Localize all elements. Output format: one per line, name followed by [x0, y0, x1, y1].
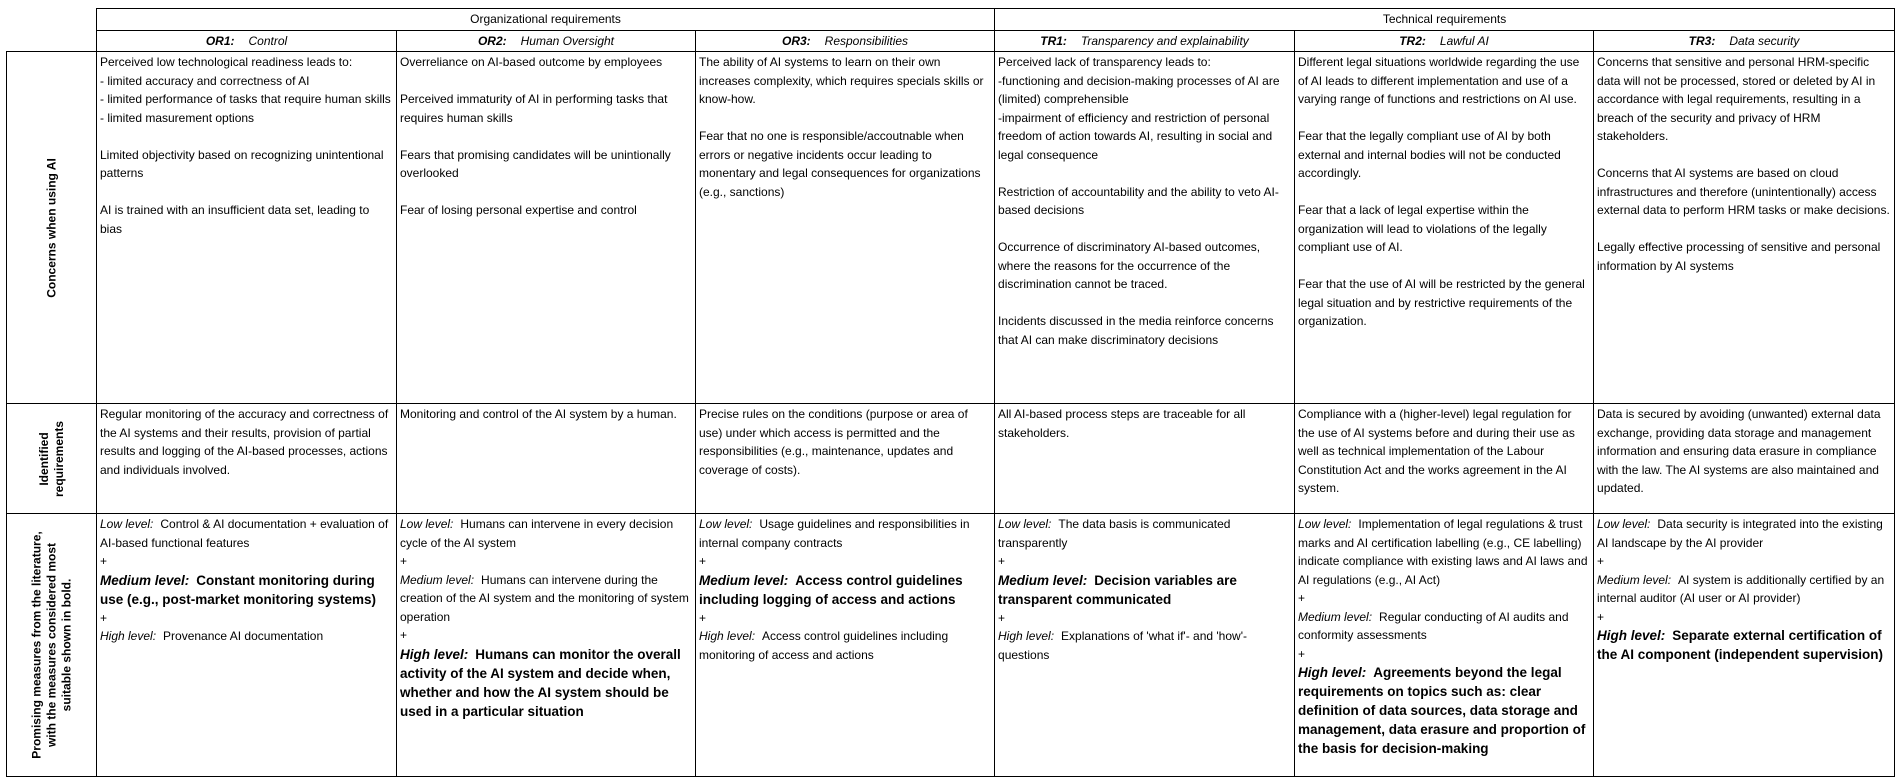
low-level-measure [998, 515, 1291, 552]
column-name: Lawful AI [1439, 33, 1489, 48]
level-label: Low level: [699, 517, 753, 531]
concerns-tr1-cell [995, 52, 1295, 404]
text-paragraph: The ability of AI systems to learn on their own increases complexity, which requires specials skills or know-how. [699, 55, 984, 106]
level-label: Low level: [400, 517, 454, 531]
measure-text: Humans can intervene in every decision cycle of the AI system [400, 517, 674, 550]
text-paragraph: Overreliance on AI-based outcome by employees [400, 55, 663, 69]
concerns-tr3-cell [1594, 52, 1895, 404]
list-item: - limited performance of tasks that require human skills [100, 92, 391, 106]
level-label: Low level: [100, 517, 154, 531]
measure-text: Regular conducting of AI audits and conformity assessments [1298, 609, 1569, 642]
level-label: High level: [100, 629, 157, 643]
identified-requirements-row [7, 404, 1895, 514]
column-code: OR2: [477, 33, 507, 48]
measure-text: The data basis is communicated transparently [998, 517, 1231, 550]
level-label: High level: [699, 629, 756, 643]
text-paragraph: Incidents discussed in the media reinforce concerns that AI can make discriminatory decisions [998, 314, 1274, 347]
medium-level-measure [100, 571, 393, 609]
measures-or3-cell [696, 514, 995, 777]
measure-text: Access control guidelines including logging of access and actions [699, 572, 963, 607]
measure-text: Separate external certification of the AI component (independent supervision) [1597, 628, 1884, 662]
text-paragraph: Fear that the legally compliant use of AI by both external and internal bodies will not be conducted accordingly. [1298, 129, 1561, 180]
identified-row-header [7, 404, 97, 514]
requirements-table [6, 8, 1895, 777]
column-code: TR2: [1399, 33, 1426, 48]
plus-separator: + [699, 610, 707, 625]
text-paragraph: Limited objectivity based on recognizing unintentional patterns [100, 147, 384, 180]
identified-row-label: Identified requirements [36, 420, 66, 497]
identified-tr3-cell: Data is secured by avoiding (unwanted) external data exchange, providing data storage and management information and ensuring data erasure in compliance with the law. The AI systems are also maintained and updated. [1594, 404, 1895, 514]
list-item: -functioning and decision-making processes of AI are (limited) comprehensible [998, 73, 1280, 106]
measures-or1-cell [97, 514, 397, 777]
level-label: Medium level: [998, 572, 1088, 588]
concerns-row [7, 52, 1895, 404]
level-label: Low level: [1298, 517, 1352, 531]
promising-measures-row [7, 514, 1895, 777]
measures-tr1-cell [995, 514, 1295, 777]
measure-text: Control & AI documentation + evaluation of AI-based functional features [100, 517, 389, 550]
low-level-measure [400, 515, 692, 552]
medium-level-measure [1298, 608, 1590, 645]
measure-text: Provenance AI documentation [163, 629, 324, 643]
concerns-row-label: Concerns when using AI [44, 157, 58, 298]
plus-separator: + [1298, 591, 1306, 605]
text-paragraph: Fear that a lack of legal expertise within the organization will lead to violations of the legally compliant use of AI. [1298, 203, 1547, 254]
medium-level-measure [1597, 571, 1891, 608]
level-label: Medium level: [699, 572, 789, 588]
column-header-tr2 [1295, 30, 1594, 52]
measure-text: Explanations of 'what if'- and 'how'-questions [998, 629, 1247, 662]
plus-separator: + [100, 554, 108, 568]
plus-separator: + [998, 554, 1006, 568]
level-label: Medium level: [1298, 609, 1373, 624]
level-label: Low level: [998, 517, 1052, 531]
column-header-or1 [97, 30, 397, 52]
low-level-measure [1298, 515, 1590, 589]
promising-row-label: Promising measures from the literature, with the measures considered most suitable shown in bold. [29, 531, 73, 759]
column-name: Human Oversight [520, 33, 615, 48]
column-header-tr3 [1594, 30, 1895, 52]
low-level-measure [699, 515, 991, 552]
plus-separator: + [1597, 609, 1605, 624]
medium-level-measure [699, 571, 991, 609]
level-label: High level: [998, 629, 1055, 643]
column-header-or3 [696, 30, 995, 52]
group-header-row [7, 9, 1895, 31]
column-name: Transparency and explainability [1080, 33, 1249, 48]
level-label: High level: [1597, 628, 1666, 643]
measure-text: Agreements beyond the legal requirements on topics such as: clear definition of data sources, data storage and management, data erasure and proportion of the basis for decision-making [1298, 665, 1586, 756]
concerns-or1-cell [97, 52, 397, 404]
identified-or3-cell: Precise rules on the conditions (purpose or area of use) under which access is permitted and the responsibilities (e.g., maintenance, updates and coverage of costs). [696, 404, 995, 514]
text-paragraph: Perceived immaturity of AI in performing tasks that requires human skills [400, 92, 668, 125]
measure-text: Data security is integrated into the existing AI landscape by the AI provider [1597, 517, 1883, 550]
high-level-measure [400, 645, 692, 721]
column-header-tr1 [995, 30, 1295, 52]
concerns-row-header [7, 52, 97, 404]
measure-text: Constant monitoring during use (e.g., post-market monitoring systems) [100, 572, 377, 607]
list-item: -impairment of efficiency and restriction of personal freedom of action towards AI, resulting in social and legal consequence [998, 110, 1273, 162]
column-code: OR3: [781, 33, 811, 48]
text-paragraph: Fear that no one is responsible/accoutnable when errors or negative incidents occur leading to monentary and legal consequences for organizations (e.g., sanctions) [699, 129, 981, 199]
plus-separator: + [100, 610, 108, 625]
high-level-measure [699, 627, 991, 664]
column-code: TR1: [1040, 33, 1067, 48]
text-paragraph: Fear of losing personal expertise and control [400, 203, 637, 217]
column-code: TR3: [1688, 33, 1716, 48]
medium-level-measure [998, 571, 1291, 609]
measures-tr2-cell [1295, 514, 1594, 777]
column-code: OR1: [205, 33, 235, 48]
identified-or2-cell: Monitoring and control of the AI system by a human. [397, 404, 696, 514]
concerns-tr2-cell [1295, 52, 1594, 404]
text-paragraph: AI is trained with an insufficient data set, leading to bias [100, 203, 370, 236]
list-item: - limited masurement options [100, 110, 255, 125]
text-paragraph: Concerns that sensitive and personal HRM-specific data will not be processed, stored or deleted by AI in accordance with legal requirements, resulting in a breach of the security and privacy of HRM stakeholders. [1597, 55, 1876, 143]
level-label: Medium level: [1597, 572, 1672, 587]
list-item: - limited accuracy and correctness of AI [100, 73, 310, 88]
high-level-measure [998, 627, 1291, 664]
concerns-or2-cell [397, 52, 696, 404]
level-label: Medium level: [100, 572, 190, 588]
organizational-requirements-header: Organizational requirements [97, 9, 995, 31]
plus-separator: + [1298, 646, 1306, 661]
column-header-row [7, 30, 1895, 52]
plus-separator: + [699, 554, 707, 568]
text-paragraph: Legally effective processing of sensitive and personal information by AI systems [1597, 240, 1881, 273]
high-level-measure [1597, 626, 1891, 664]
column-header-or2 [397, 30, 696, 52]
measure-text: Implementation of legal regulations & trust marks and AI certification labelling (e.g., CE labelling) indicate compliance with existing laws and AI laws and AI regulations (e.g., AI Act) [1298, 517, 1588, 587]
high-level-measure [100, 627, 393, 646]
text-paragraph: Fear that the use of AI will be restricted by the general legal situation and by restrictive requirements of the organization. [1298, 277, 1585, 328]
text-paragraph: Different legal situations worldwide regarding the use of AI leads to different implementation and use of a varying range of functions and restrictions on AI use. [1298, 55, 1580, 106]
measure-text: AI system is additionally certified by an internal auditor (AI user or AI provider) [1597, 572, 1885, 605]
text-paragraph: Perceived low technological readiness leads to: [100, 55, 353, 69]
measures-or2-cell [397, 514, 696, 777]
column-name: Responsibilities [824, 33, 909, 48]
text-paragraph: Concerns that AI systems are based on cloud infrastructures and therefore (unintentionally) access external data to perform HRM tasks or make decisions. [1597, 166, 1890, 217]
plus-separator: + [998, 610, 1006, 625]
plus-separator: + [1597, 554, 1605, 568]
promising-row-header [7, 514, 97, 777]
high-level-measure [1298, 663, 1590, 758]
identified-tr1-cell: All AI-based process steps are traceable for all stakeholders. [995, 404, 1295, 514]
measure-text: Usage guidelines and responsibilities in internal company contracts [699, 517, 970, 550]
plus-separator: + [400, 554, 408, 568]
column-name: Control [248, 33, 288, 48]
medium-level-measure [400, 571, 692, 627]
text-paragraph: Perceived lack of transparency leads to: [998, 55, 1211, 69]
measure-text: Decision variables are transparent communicated [998, 572, 1237, 607]
corner-cell [7, 9, 97, 52]
text-paragraph: Fears that promising candidates will be unintionally overlooked [400, 147, 671, 180]
measure-text: Humans can monitor the overall activity of the AI system and decide when, whether and how the AI system should be used in a particular situation [400, 646, 681, 719]
text-paragraph: Restriction of accountability and the ability to veto AI-based decisions [998, 184, 1279, 217]
level-label: High level: [1298, 665, 1367, 680]
level-label: Medium level: [400, 572, 475, 587]
plus-separator: + [400, 628, 408, 642]
identified-or1-cell: Regular monitoring of the accuracy and correctness of the AI systems and their results, provision of partial results and logging of the AI-based processes, actions and individuals involved. [97, 404, 397, 514]
requirements-table-container [6, 8, 1895, 777]
identified-tr2-cell: Compliance with a (higher-level) legal regulation for the use of AI systems before and during their use as well as technical implementation of the Labour Constitution Act and the works agreement in the AI system. [1295, 404, 1594, 514]
technical-requirements-header: Technical requirements [995, 9, 1895, 31]
column-name: Data security [1729, 33, 1800, 48]
measure-text: Humans can intervene during the creation of the AI system and the monitoring of system operation [400, 572, 689, 624]
level-label: High level: [400, 646, 469, 662]
measures-tr3-cell [1594, 514, 1895, 777]
measure-text: Access control guidelines including monitoring of access and actions [699, 629, 949, 662]
text-paragraph: Occurrence of discriminatory AI-based outcomes, where the reasons for the occurrence of the discrimination cannot be traced. [998, 240, 1261, 291]
low-level-measure [1597, 515, 1891, 552]
level-label: Low level: [1597, 517, 1651, 531]
concerns-or3-cell [696, 52, 995, 404]
low-level-measure [100, 515, 393, 552]
